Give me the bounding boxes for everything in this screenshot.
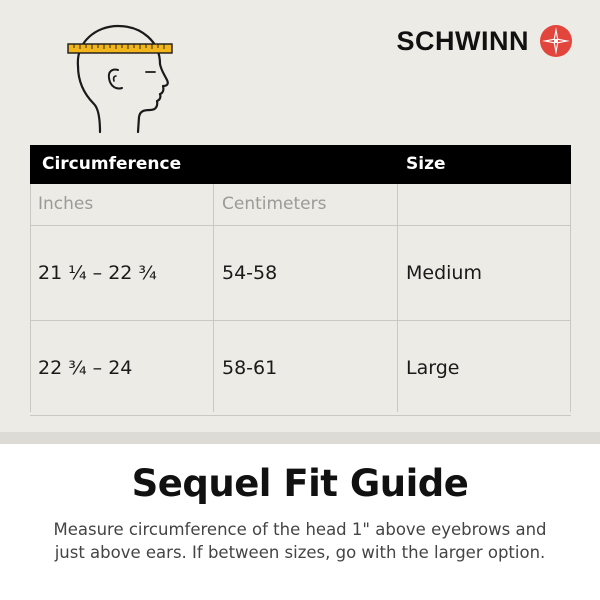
- subheader-inches: Inches: [38, 194, 94, 214]
- table-header-row: [30, 145, 571, 184]
- cell-centimeters: 58-61: [222, 357, 278, 379]
- cell-size: Large: [406, 357, 460, 379]
- size-table: [30, 145, 571, 412]
- guide-title: Sequel Fit Guide: [131, 462, 469, 505]
- table-row: [30, 321, 571, 416]
- cell-inches: 21 ¼ – 22 ¾: [38, 262, 157, 284]
- schwinn-star-badge-icon: [539, 24, 573, 58]
- brand-logo: [397, 24, 574, 58]
- head-measuring-tape-icon: [60, 14, 180, 134]
- cell-size: Medium: [406, 262, 482, 284]
- cell-centimeters: 54-58: [222, 262, 278, 284]
- table-grid-line: [213, 184, 214, 412]
- table-grid-line: [570, 184, 571, 412]
- panel-divider: [0, 432, 600, 444]
- table-row: [30, 226, 571, 321]
- table-subheader-row: [30, 184, 571, 226]
- cell-inches: 22 ¾ – 24: [38, 357, 133, 379]
- brand-wordmark: SCHWINN: [396, 25, 529, 56]
- table-grid-line: [30, 184, 31, 412]
- header-circumference: Circumference: [42, 154, 182, 174]
- guide-description: Measure circumference of the head 1" above eyebrows and just above ears. If between sizes, go with the larger option.: [53, 520, 547, 562]
- header-size: Size: [406, 154, 446, 174]
- subheader-centimeters: Centimeters: [222, 194, 327, 214]
- table-grid-line: [397, 184, 398, 412]
